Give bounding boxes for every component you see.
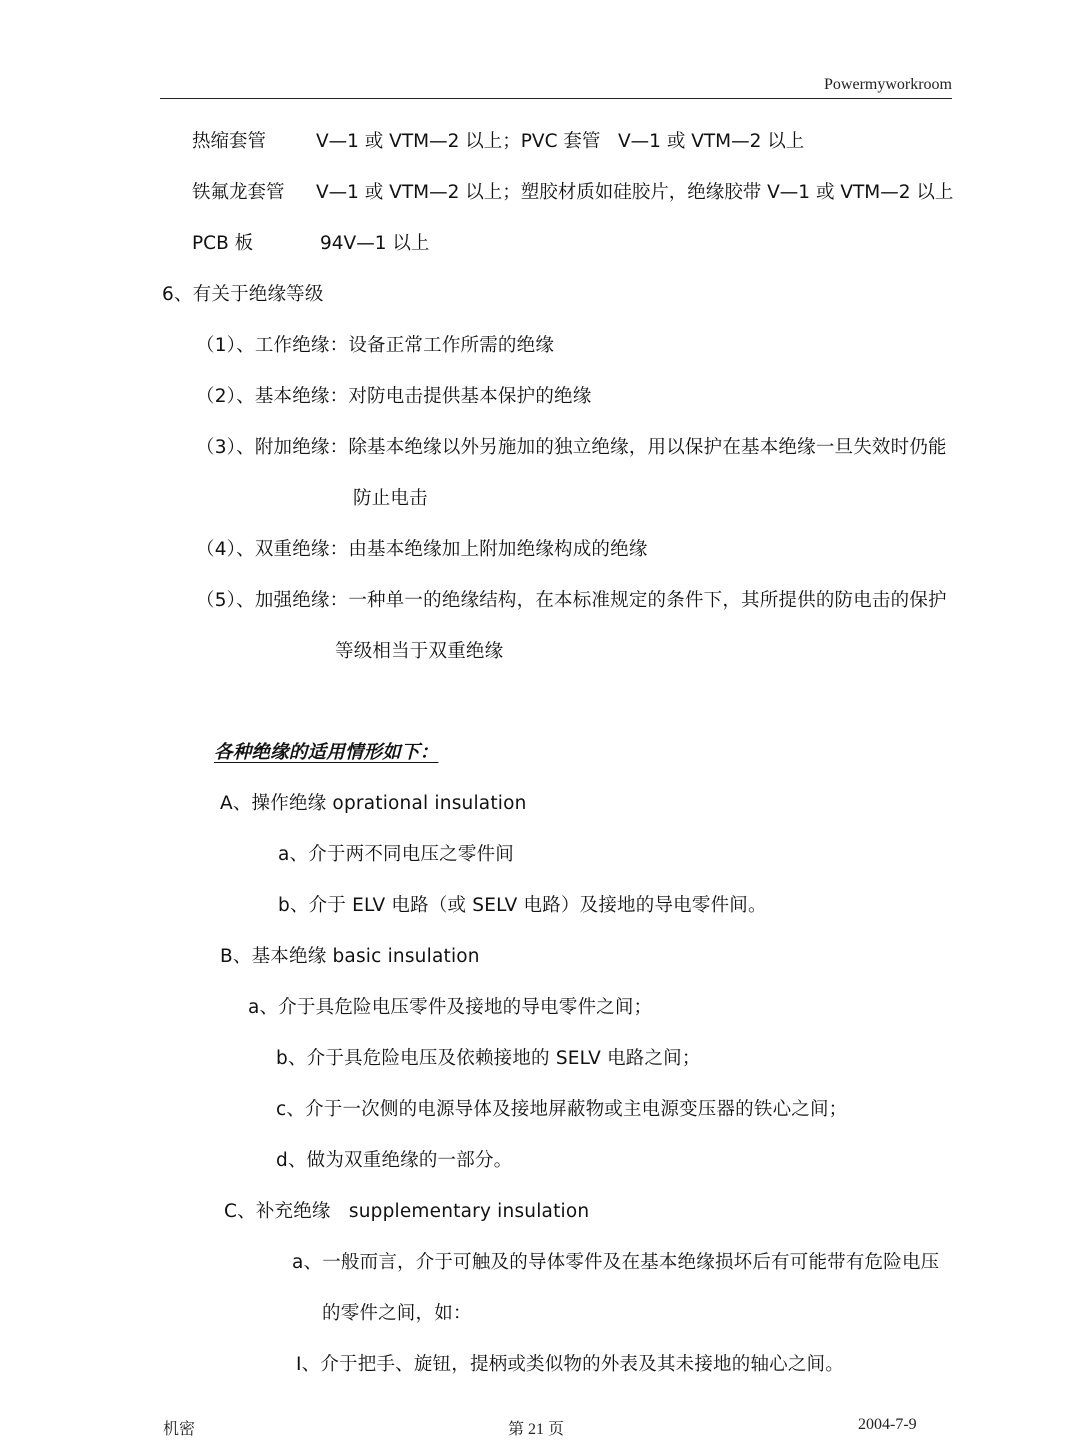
- material-name: PCB 板: [192, 233, 254, 254]
- material-spec: V—1 或 VTM—2 以上；塑胶材质如硅胶片，绝缘胶带 V—1 或 VTM—2 以上: [316, 182, 954, 203]
- section-title: 6、有关于绝缘等级: [162, 284, 324, 305]
- usage-item: b、介于 ELV 电路（或 SELV 电路）及接地的导电零件间。: [278, 895, 767, 916]
- material-spec: 94V—1 以上: [320, 233, 430, 254]
- footer-page-number: 第 21 页: [508, 1421, 565, 1438]
- insulation-level-continuation: 防止电击: [353, 488, 428, 509]
- insulation-level-item: （1）、工作绝缘：设备正常工作所需的绝缘: [196, 335, 555, 356]
- usage-item: d、做为双重绝缘的一部分。: [276, 1150, 513, 1171]
- footer-date: 2004-7-9: [858, 1416, 917, 1433]
- insulation-level-item: （2）、基本绝缘：对防电击提供基本保护的绝缘: [196, 386, 592, 407]
- usage-category-title: A、操作绝缘 oprational insulation: [220, 793, 527, 814]
- header-rule: [160, 98, 952, 99]
- insulation-level-item: （5）、加强绝缘：一种单一的绝缘结构，在本标准规定的条件下，其所提供的防电击的保护: [196, 590, 947, 611]
- usage-item: c、介于一次侧的电源导体及接地屏蔽物或主电源变压器的铁心之间；: [276, 1099, 848, 1120]
- material-spec: V—1 或 VTM—2 以上；PVC 套管 V—1 或 VTM—2 以上: [316, 131, 805, 152]
- usage-category-title: C、补充绝缘 supplementary insulation: [224, 1201, 590, 1222]
- usage-item: b、介于具危险电压及依赖接地的 SELV 电路之间；: [276, 1048, 701, 1069]
- usage-item-continuation: 的零件之间，如：: [322, 1303, 472, 1324]
- usage-item: a、介于具危险电压零件及接地的导电零件之间；: [248, 997, 653, 1018]
- usage-item: a、一般而言，介于可触及的导体零件及在基本绝缘损坏后有可能带有危险电压: [292, 1252, 940, 1273]
- usage-item: a、介于两不同电压之零件间: [278, 844, 514, 865]
- footer-confidential: 机密: [163, 1421, 196, 1438]
- usage-heading: 各种绝缘的适用情形如下：: [214, 742, 439, 763]
- usage-subitem: Ⅰ、介于把手、旋钮，提柄或类似物的外表及其未接地的轴心之间。: [296, 1354, 844, 1375]
- header-brand: Powermyworkroom: [824, 76, 952, 93]
- insulation-level-continuation: 等级相当于双重绝缘: [335, 641, 504, 662]
- insulation-level-item: （4）、双重绝缘：由基本绝缘加上附加绝缘构成的绝缘: [196, 539, 648, 560]
- usage-category-title: B、基本绝缘 basic insulation: [220, 946, 480, 967]
- material-name: 铁氟龙套管: [192, 182, 285, 203]
- material-name: 热缩套管: [192, 131, 267, 152]
- insulation-level-item: （3）、附加绝缘：除基本绝缘以外另施加的独立绝缘，用以保护在基本绝缘一旦失效时仍能: [196, 437, 947, 458]
